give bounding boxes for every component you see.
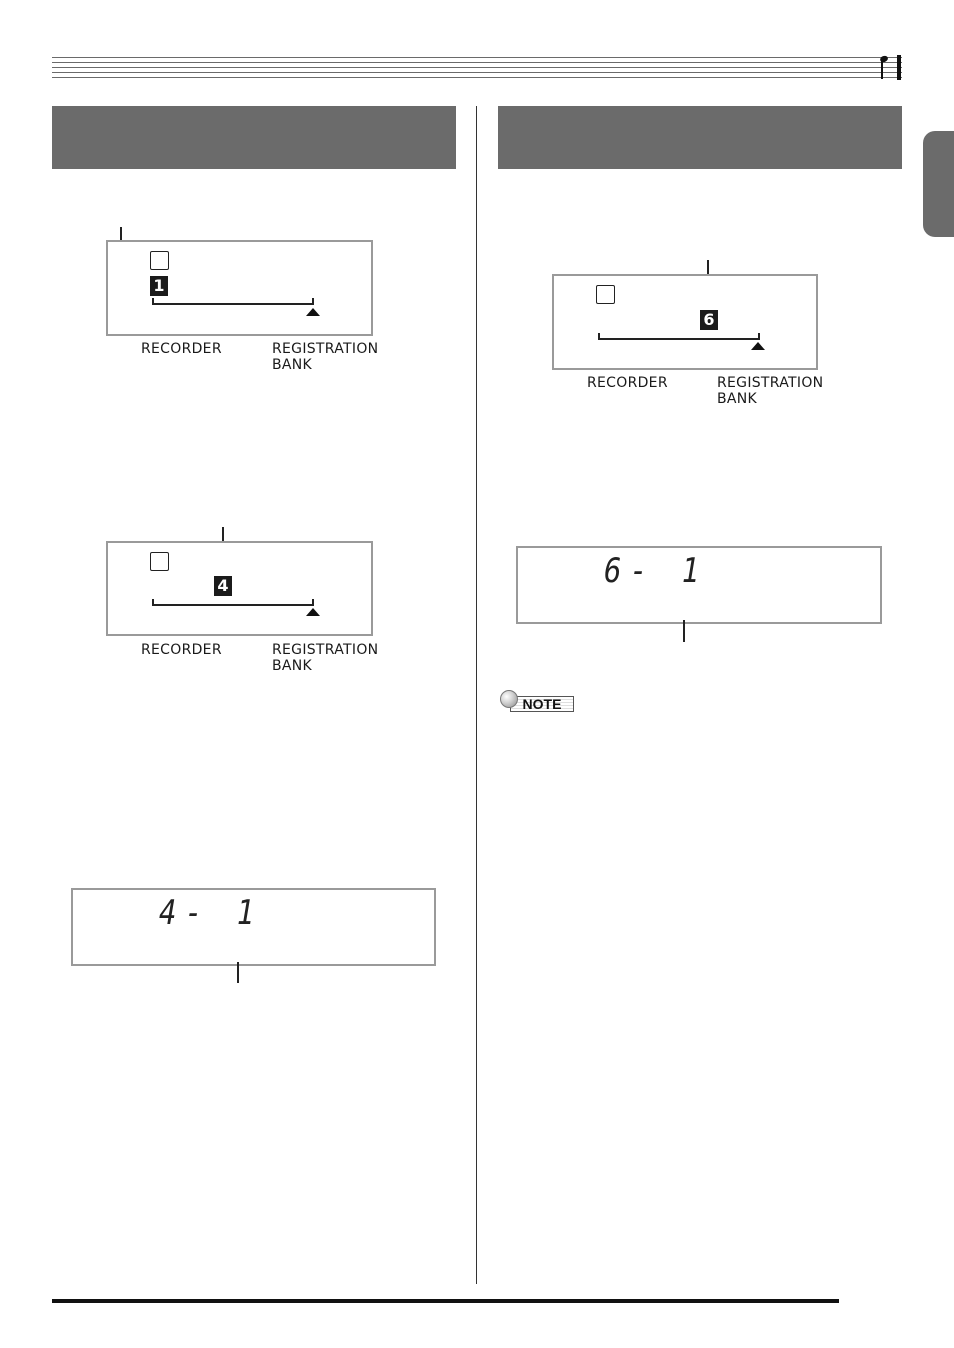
- registration-label: REGISTRATION: [717, 375, 824, 391]
- bank-label: BANK: [272, 658, 313, 674]
- column-divider: [476, 106, 477, 1284]
- section-banner-left: [52, 106, 456, 169]
- section-banner-right: [498, 106, 902, 169]
- bank-indicator-arrow: [306, 308, 320, 316]
- recorder-label: RECORDER: [141, 642, 222, 658]
- note-label: NOTE: [522, 696, 562, 712]
- footer-rule: [52, 1299, 839, 1303]
- recorder-label: RECORDER: [141, 341, 222, 357]
- recorder-label: RECORDER: [587, 375, 668, 391]
- registration-label: REGISTRATION: [272, 341, 379, 357]
- bank-indicator-arrow: [306, 608, 320, 616]
- step-number-badge: 6: [700, 310, 718, 330]
- segment-readout: 6- 1: [604, 551, 708, 591]
- note-badge: [500, 690, 576, 714]
- step-number-badge: 4: [214, 576, 232, 596]
- step-number-badge: 1: [150, 276, 168, 296]
- bank-label: BANK: [717, 391, 758, 407]
- bank-indicator-arrow: [751, 342, 765, 350]
- bank-label: BANK: [272, 357, 313, 373]
- side-thumb-tab: [923, 131, 954, 237]
- segment-readout: 4- 1: [159, 893, 263, 933]
- registration-label: REGISTRATION: [272, 642, 379, 658]
